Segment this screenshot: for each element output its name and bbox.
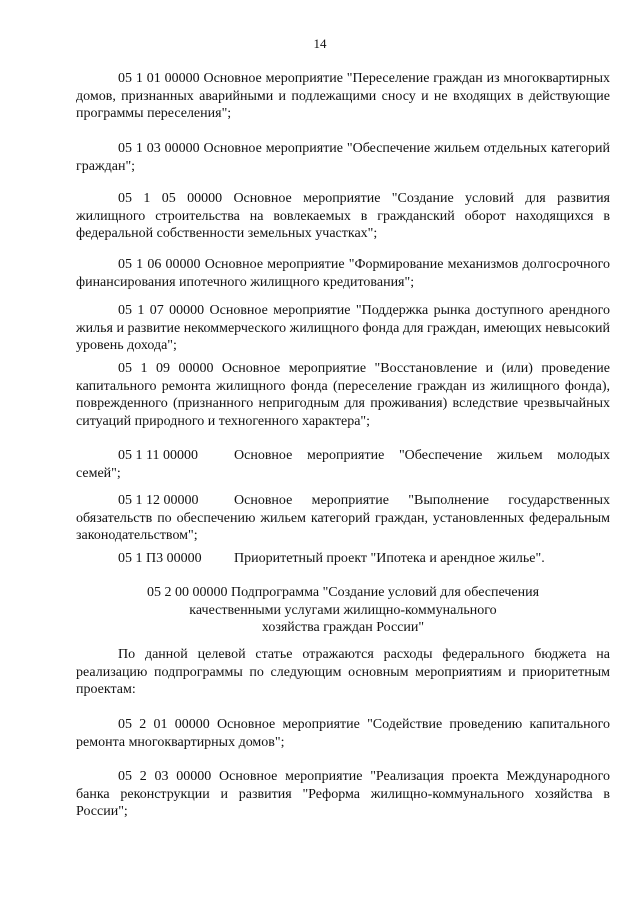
subprogram-heading — [76, 584, 610, 637]
entry-05-1-12 — [76, 492, 610, 545]
entry-text: Приоритетный проект "Ипотека и арендное жилье". — [234, 551, 545, 566]
entry-text: Основное мероприятие "Выполнение государственных обязательств по обеспечению жильем категорий граждан, установленных федеральным законодательством"; — [76, 493, 610, 543]
entry-code: 05 1 11 00000 — [118, 448, 198, 463]
entry-05-1-06: 05 1 06 00000 Основное мероприятие "Формирование механизмов долгосрочного финансирования ипотечного жилищного кредитования"; — [76, 257, 610, 290]
page-number: 14 — [313, 36, 327, 51]
entry-code: 05 1 П3 00000 — [118, 551, 202, 566]
entry-05-1-07: 05 1 07 00000 Основное мероприятие "Поддержка рынка доступного арендного жилья и развитие некоммерческого жилищного фонда для граждан, имеющих невысокий уровень дохода"; — [76, 303, 610, 353]
entry-05-2-01: 05 2 01 00000 Основное мероприятие "Содействие проведению капитального ремонта многоквартирных домов"; — [76, 717, 610, 750]
entry-code: 05 1 12 00000 — [118, 493, 199, 508]
entry-05-1-05: 05 1 05 00000 Основное мероприятие "Создание условий для развития жилищного строительства на вовлекаемых в гражданский оборот находящихся в федеральной собственности земельных участках"; — [76, 191, 610, 241]
subprogram-heading-line: 05 2 00 00000 Подпрограмма "Создание условий для обеспечения — [146, 585, 540, 600]
subprogram-heading-line: хозяйства граждан России" — [261, 620, 425, 635]
entry-05-2-03: 05 2 03 00000 Основное мероприятие "Реализация проекта Международного банка реконструкции и развития "Реформа жилищно-коммунального хозяйства в России"; — [76, 769, 610, 819]
entry-05-1-p3 — [76, 550, 610, 568]
subprogram-heading-line: качественными услугами жилищно-коммунального — [189, 602, 497, 618]
entry-05-1-11 — [76, 447, 610, 482]
subprogram-intro: По данной целевой статье отражаются расходы федерального бюджета на реализацию подпрограммы по следующим основным мероприятиям и приоритетным проектам: — [76, 647, 610, 697]
entry-text: Основное мероприятие "Обеспечение жильем молодых семей"; — [76, 448, 610, 481]
entry-05-1-09: 05 1 09 00000 Основное мероприятие "Восстановление и (или) проведение капитального ремонта жилищного фонда (переселение граждан из жилищного фонда), поврежденного (признанного непригодным для проживания) вследствие чрезвычайных ситуаций природного и техногенного характера"; — [76, 361, 610, 429]
entry-05-1-01: 05 1 01 00000 Основное мероприятие "Переселение граждан из многоквартирных домов, признанных аварийными и подлежащими сносу и не входящих в действующие программы переселения"; — [76, 71, 610, 121]
entry-05-1-03: 05 1 03 00000 Основное мероприятие "Обеспечение жильем отдельных категорий граждан"; — [76, 141, 610, 174]
